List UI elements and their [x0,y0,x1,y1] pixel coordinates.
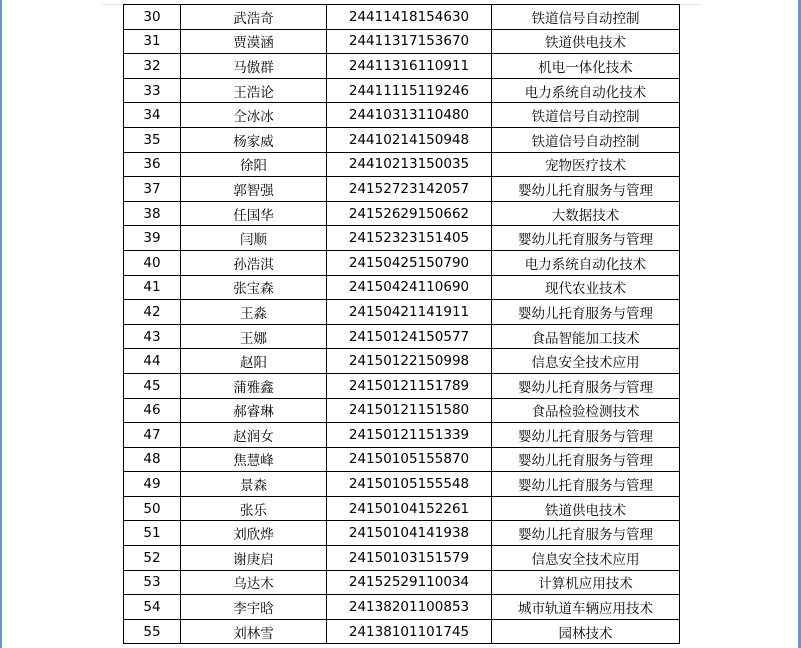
table-row [124,373,680,398]
exam-id-cell: 24150105155548 [327,472,492,497]
exam-id-cell: 24410213150035 [327,152,492,177]
major-cell: 信息安全技术应用 [492,546,680,571]
major-cell: 铁道供电技术 [492,496,680,521]
major-cell: 现代农业技术 [492,275,680,300]
exam-id-cell: 24150104152261 [327,496,492,521]
row-number-cell: 42 [124,300,181,325]
table-row [124,103,680,128]
major-cell: 食品智能加工技术 [492,324,680,349]
student-name-cell: 郭智强 [181,177,327,202]
major-cell: 大数据技术 [492,201,680,226]
student-name-cell: 乌达木 [181,570,327,595]
row-number-cell: 32 [124,54,181,79]
student-name-cell: 闫顺 [181,226,327,251]
table-row [124,226,680,251]
table-row [124,619,680,644]
table-row [124,127,680,152]
student-roster-table [123,4,680,644]
exam-id-cell: 24152323151405 [327,226,492,251]
table-row [124,447,680,472]
table-row [124,5,680,30]
row-number-cell: 33 [124,78,181,103]
table-row [124,29,680,54]
major-cell: 婴幼儿托育服务与管理 [492,447,680,472]
exam-id-cell: 24138201100853 [327,595,492,620]
exam-id-cell: 24150121151789 [327,373,492,398]
table-row [124,546,680,571]
exam-id-cell: 24150105155870 [327,447,492,472]
major-cell: 铁道信号自动控制 [492,5,680,30]
major-cell: 机电一体化技术 [492,54,680,79]
row-number-cell: 53 [124,570,181,595]
exam-id-cell: 24411316110911 [327,54,492,79]
major-cell: 信息安全技术应用 [492,349,680,374]
student-name-cell: 李宇晗 [181,595,327,620]
table-row [124,300,680,325]
student-name-cell: 王浩论 [181,78,327,103]
major-cell: 婴幼儿托育服务与管理 [492,472,680,497]
student-name-cell: 武浩奇 [181,5,327,30]
table-row [124,423,680,448]
row-number-cell: 40 [124,250,181,275]
student-name-cell: 赵润女 [181,423,327,448]
major-cell: 食品检验检测技术 [492,398,680,423]
student-name-cell: 刘林雪 [181,619,327,644]
student-name-cell: 刘欣烨 [181,521,327,546]
major-cell: 铁道信号自动控制 [492,103,680,128]
student-name-cell: 王娜 [181,324,327,349]
row-number-cell: 50 [124,496,181,521]
student-name-cell: 张宝森 [181,275,327,300]
table-row [124,570,680,595]
exam-id-cell: 24410214150948 [327,127,492,152]
table-row [124,496,680,521]
table-row [124,349,680,374]
table-row [124,250,680,275]
row-number-cell: 44 [124,349,181,374]
table-row [124,54,680,79]
major-cell: 婴幼儿托育服务与管理 [492,373,680,398]
exam-id-cell: 24150124150577 [327,324,492,349]
row-number-cell: 36 [124,152,181,177]
table-row [124,595,680,620]
row-number-cell: 30 [124,5,181,30]
major-cell: 宠物医疗技术 [492,152,680,177]
exam-id-cell: 24411317153670 [327,29,492,54]
student-name-cell: 王淼 [181,300,327,325]
table-row [124,324,680,349]
row-number-cell: 43 [124,324,181,349]
major-cell: 婴幼儿托育服务与管理 [492,300,680,325]
table-row [124,152,680,177]
row-number-cell: 45 [124,373,181,398]
row-number-cell: 47 [124,423,181,448]
major-cell: 园林技术 [492,619,680,644]
major-cell: 铁道供电技术 [492,29,680,54]
exam-id-cell: 24152529110034 [327,570,492,595]
row-number-cell: 35 [124,127,181,152]
table-row [124,78,680,103]
student-name-cell: 景森 [181,472,327,497]
row-number-cell: 31 [124,29,181,54]
row-number-cell: 41 [124,275,181,300]
major-cell: 婴幼儿托育服务与管理 [492,226,680,251]
student-name-cell: 谢庚启 [181,546,327,571]
student-name-cell: 杨家威 [181,127,327,152]
exam-id-cell: 24152629150662 [327,201,492,226]
table-row [124,177,680,202]
table-row [124,521,680,546]
exam-id-cell: 24150104141938 [327,521,492,546]
student-name-cell: 任国华 [181,201,327,226]
exam-id-cell: 24410313110480 [327,103,492,128]
exam-id-cell: 24150421141911 [327,300,492,325]
row-number-cell: 34 [124,103,181,128]
student-name-cell: 徐阳 [181,152,327,177]
student-name-cell: 仝冰冰 [181,103,327,128]
major-cell: 婴幼儿托育服务与管理 [492,423,680,448]
student-name-cell: 贾漠涵 [181,29,327,54]
student-name-cell: 张乐 [181,496,327,521]
row-number-cell: 49 [124,472,181,497]
window-left-border [0,0,2,648]
row-number-cell: 37 [124,177,181,202]
student-name-cell: 马傲群 [181,54,327,79]
major-cell: 婴幼儿托育服务与管理 [492,177,680,202]
table-row [124,201,680,226]
exam-id-cell: 24150121151580 [327,398,492,423]
row-number-cell: 54 [124,595,181,620]
exam-id-cell: 24411115119246 [327,78,492,103]
major-cell: 城市轨道车辆应用技术 [492,595,680,620]
major-cell: 电力系统自动化技术 [492,78,680,103]
exam-id-cell: 24150103151579 [327,546,492,571]
table-row [124,398,680,423]
row-number-cell: 48 [124,447,181,472]
student-name-cell: 郝睿琳 [181,398,327,423]
row-number-cell: 46 [124,398,181,423]
student-name-cell: 赵阳 [181,349,327,374]
student-name-cell: 孙浩淇 [181,250,327,275]
exam-id-cell: 24152723142057 [327,177,492,202]
row-number-cell: 51 [124,521,181,546]
exam-id-cell: 24138101101745 [327,619,492,644]
table-row [124,472,680,497]
table-row [124,275,680,300]
exam-id-cell: 24150424110690 [327,275,492,300]
major-cell: 铁道信号自动控制 [492,127,680,152]
exam-id-cell: 24150122150998 [327,349,492,374]
student-name-cell: 焦慧峰 [181,447,327,472]
exam-id-cell: 24411418154630 [327,5,492,30]
row-number-cell: 38 [124,201,181,226]
exam-id-cell: 24150425150790 [327,250,492,275]
major-cell: 电力系统自动化技术 [492,250,680,275]
row-number-cell: 52 [124,546,181,571]
row-number-cell: 55 [124,619,181,644]
major-cell: 婴幼儿托育服务与管理 [492,521,680,546]
major-cell: 计算机应用技术 [492,570,680,595]
student-name-cell: 蒲雅鑫 [181,373,327,398]
row-number-cell: 39 [124,226,181,251]
exam-id-cell: 24150121151339 [327,423,492,448]
roster-table-body [124,5,680,644]
